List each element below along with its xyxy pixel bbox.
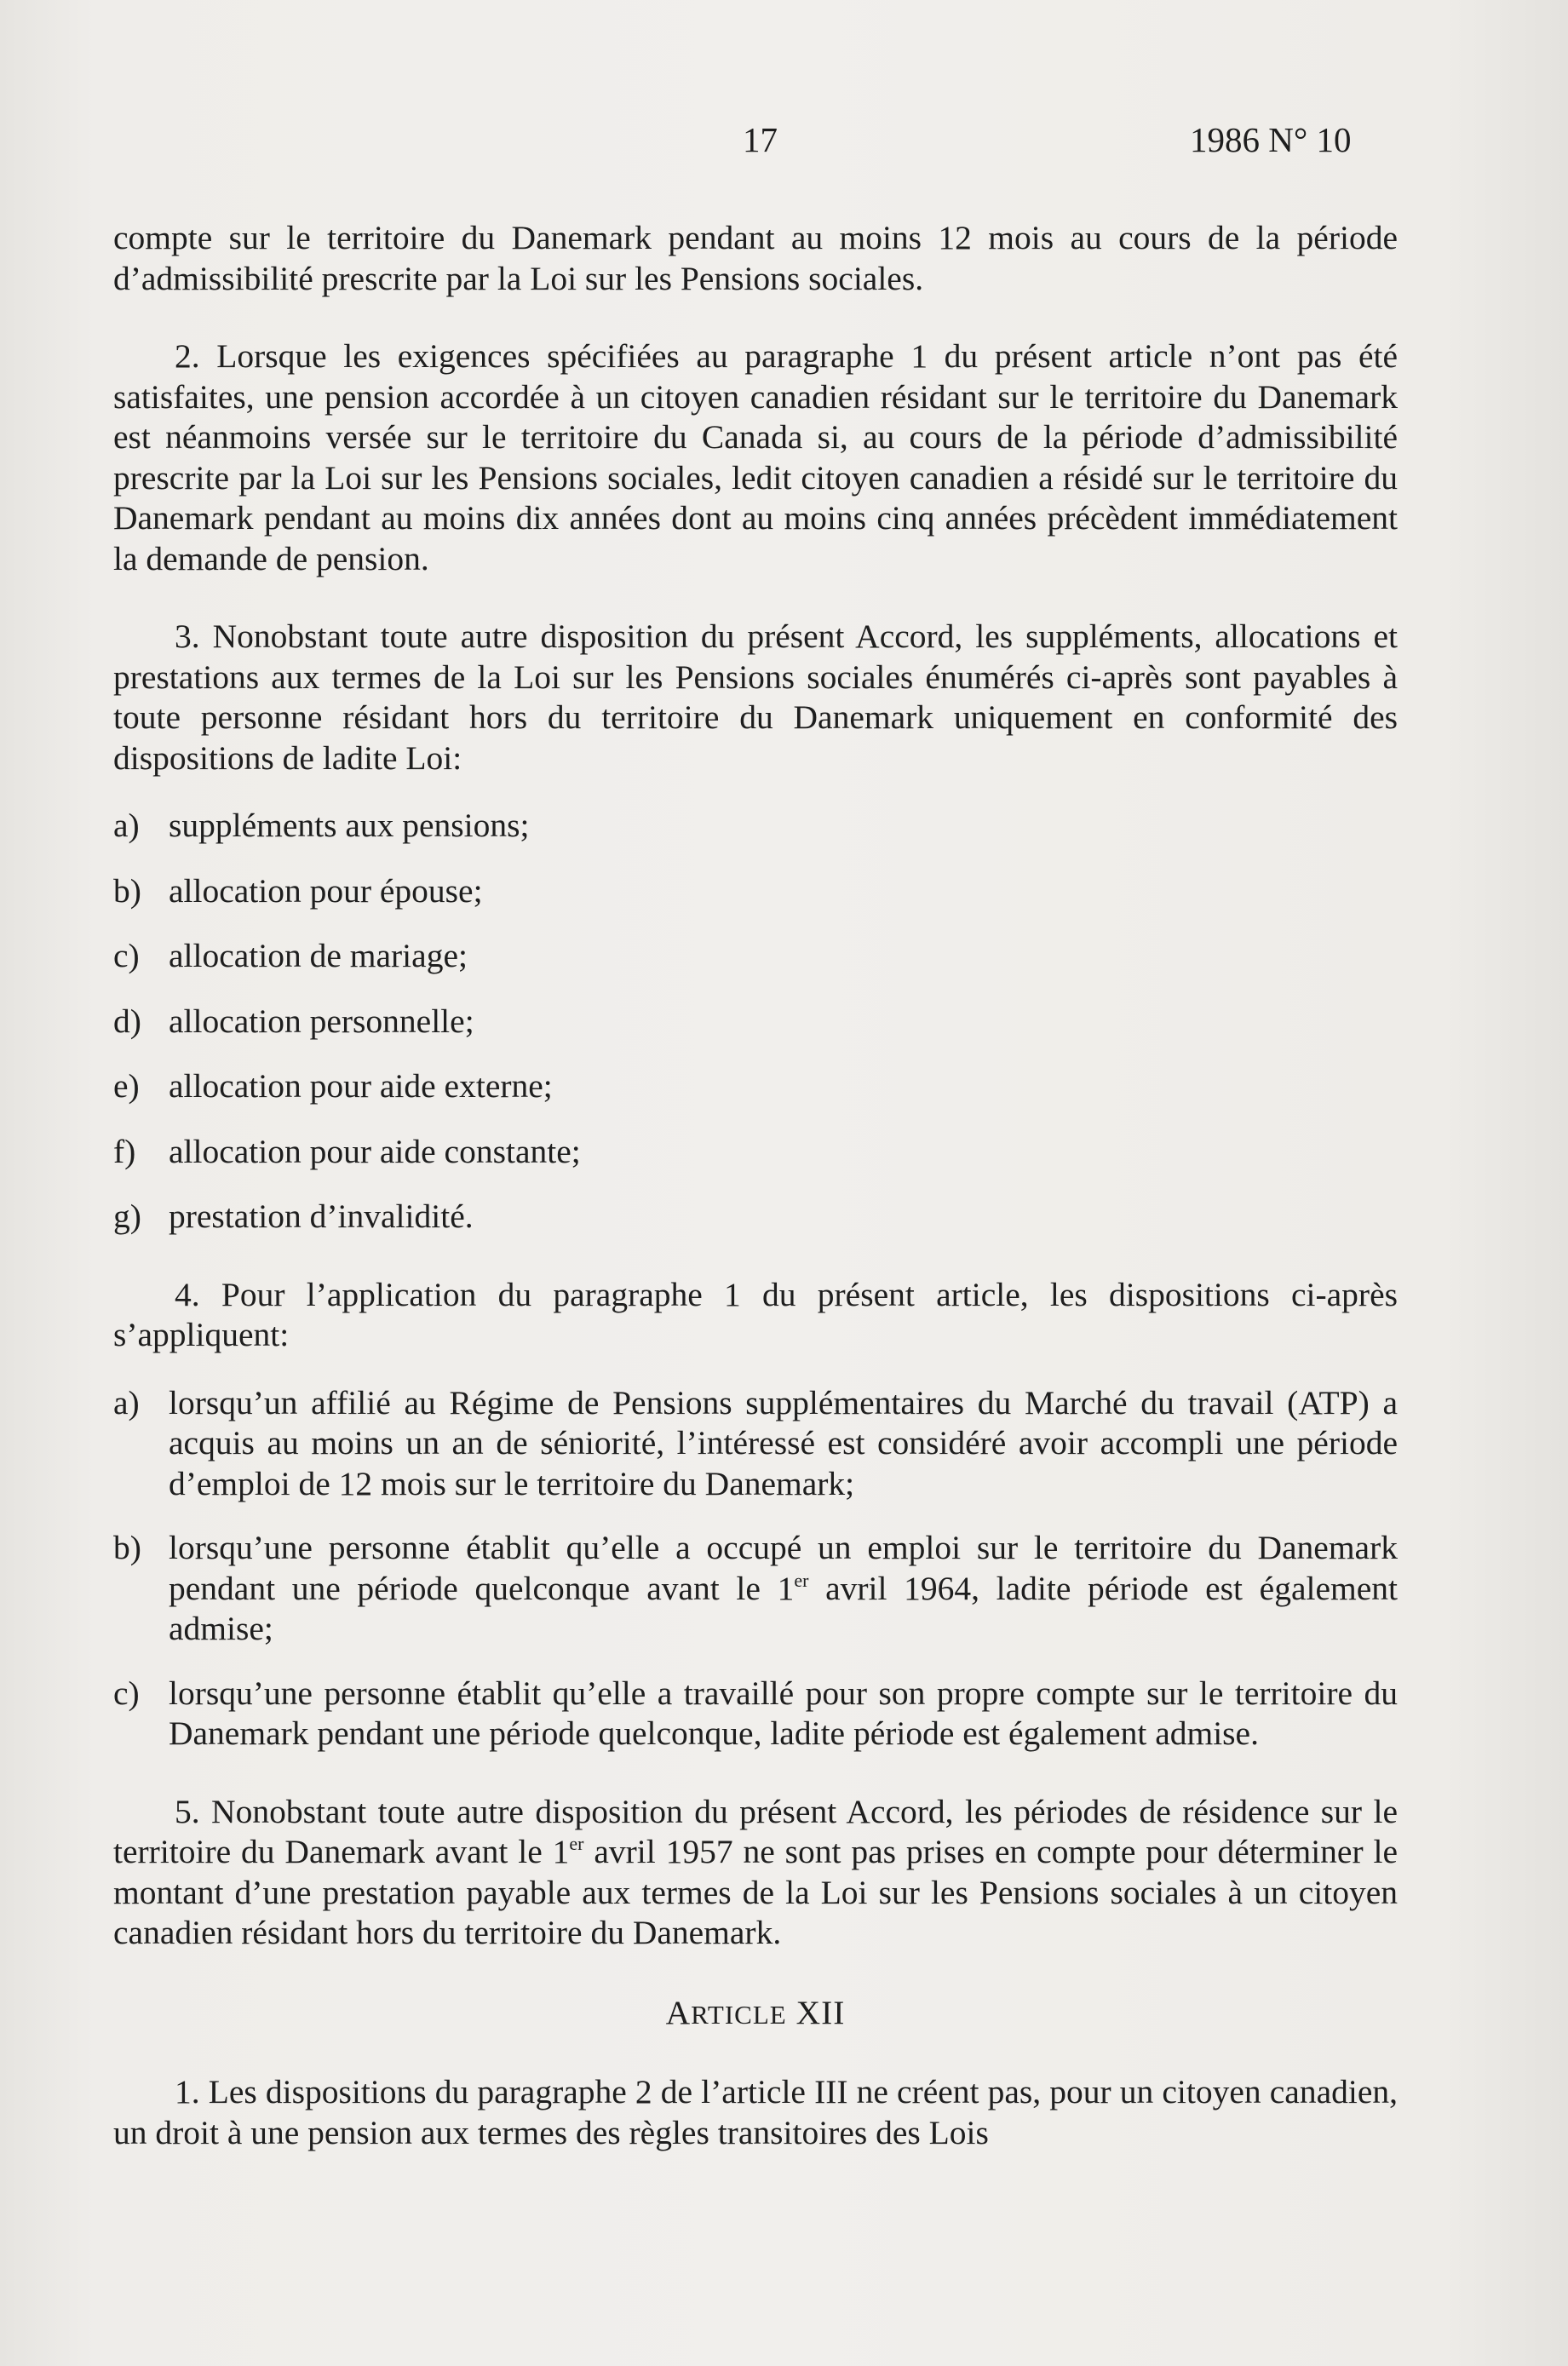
superscript: er <box>569 1833 584 1854</box>
paragraph-3: 3. Nonobstant toute autre disposition du présent Accord, les suppléments, allocations et prestations aux termes de la Loi sur les Pensions sociales énumérés ci-après sont payables à toute personne résidant hors du territoire du Danemark uniquement en conformité des dispositions de ladite Loi: <box>113 617 1398 777</box>
list-item <box>113 936 1398 977</box>
text-segment: avril 1957 ne sont pas prises en compte pour déterminer le montant d’une prestation payable aux termes de la Loi sur les Pensions sociales à un citoyen canadien résidant hors du territoire du Danemark. <box>113 1833 1398 1951</box>
heading-number: XII <box>786 1993 846 2031</box>
document-reference: 1986 N° 10 <box>1190 120 1352 159</box>
item-text: lorsqu’une personne établit qu’elle a travaillé pour son propre compte sur le territoire du Danemark pendant une période quelconque, ladite période est également admise. <box>169 1674 1398 1752</box>
list-item <box>113 806 1398 847</box>
list-item <box>113 1528 1398 1650</box>
item-letter: e) <box>113 1067 140 1105</box>
item-text: allocation personnelle; <box>169 1002 474 1040</box>
heading-initial: A <box>665 1993 692 2031</box>
benefits-list <box>113 806 1398 1238</box>
text-segment: avril 1964, ladite période est également admise; <box>169 1569 1398 1647</box>
page-number: 17 <box>743 120 778 159</box>
text-segment: 5. Nonobstant toute autre disposition du présent Accord, les périodes de résidence sur le territoire du Danemark avant le 1 <box>113 1792 1398 1870</box>
item-letter: g) <box>113 1197 141 1235</box>
paragraph-2: 2. Lorsque les exigences spécifiées au paragraphe 1 du présent article n’ont pas été satisfaites, une pension accordée à un citoyen canadien résidant sur le territoire du Danemark est néanmoins versée sur le territoire du Canada si, au cours de la période d’admissibilité prescrite par la Loi sur les Pensions sociales, ledit citoyen canadien a résidé sur le territoire du Danemark pendant au moins dix années dont au moins cinq années précèdent immédiatement la demande de pension. <box>113 337 1398 577</box>
item-letter: a) <box>113 807 140 844</box>
item-letter: c) <box>113 937 140 974</box>
item-letter: f) <box>113 1132 136 1170</box>
item-text: suppléments aux pensions; <box>169 807 530 844</box>
list-item <box>113 1066 1398 1107</box>
text-segment: lorsqu’une personne établit qu’elle a occupé un emploi sur le territoire du Danemark pendant une période quelconque avant le 1 <box>169 1529 1398 1607</box>
list-item <box>113 1132 1398 1173</box>
paragraph-continuation: compte sur le territoire du Danemark pendant au moins 12 mois au cours de la période d’admissibilité prescrite par la Loi sur les Pensions sociales. <box>113 219 1398 297</box>
paragraph-4: 4. Pour l’application du paragraphe 1 du présent article, les dispositions ci-après s’appliquent: <box>113 1275 1398 1353</box>
item-letter: a) <box>113 1383 140 1421</box>
item-letter: c) <box>113 1674 140 1712</box>
list-item <box>113 1383 1398 1505</box>
page-header <box>0 119 1568 170</box>
list-item <box>113 1197 1398 1238</box>
article-heading <box>113 1993 1398 2036</box>
item-text: allocation pour aide constante; <box>169 1132 581 1170</box>
list-item <box>113 871 1398 912</box>
item-text: allocation pour aide externe; <box>169 1067 553 1105</box>
item-text <box>169 1528 1398 1650</box>
item-letter: d) <box>113 1002 141 1040</box>
item-text: allocation de mariage; <box>169 937 468 974</box>
article-12-paragraph-1: 1. Les dispositions du paragraphe 2 de l’article III ne créent pas, pour un citoyen canadien, un droit à une pension aux termes des règles transitoires des Lois <box>113 2073 1398 2151</box>
item-letter: b) <box>113 871 141 910</box>
paragraph-5 <box>113 1792 1398 1954</box>
document-body <box>113 218 1398 2191</box>
list-item <box>113 1674 1398 1754</box>
list-item <box>113 1002 1398 1042</box>
heading-rest: RTICLE <box>691 1999 787 2030</box>
item-text: lorsqu’un affilié au Régime de Pensions supplémentaires du Marché du travail (ATP) a acquis au moins un an de séniorité, l’intéressé est considéré avoir accompli une période d’emploi de 12 mois sur le territoire du Danemark; <box>169 1383 1398 1502</box>
item-text: allocation pour épouse; <box>169 871 483 910</box>
superscript: er <box>794 1569 809 1591</box>
item-letter: b) <box>113 1529 141 1566</box>
item-text: prestation d’invalidité. <box>169 1197 474 1235</box>
provisions-list <box>113 1383 1398 1754</box>
